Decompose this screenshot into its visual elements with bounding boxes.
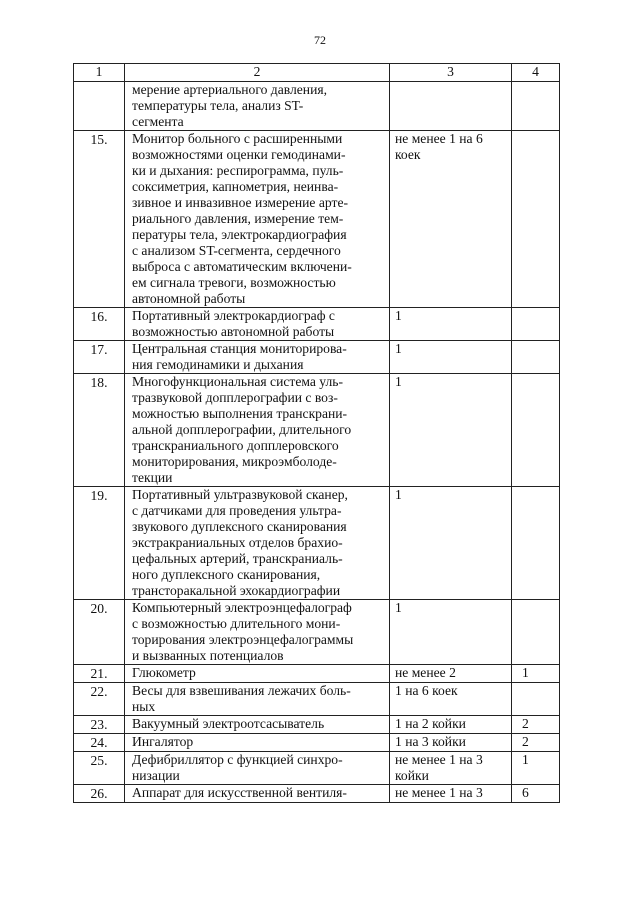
row-number: 22. [74, 683, 125, 716]
table-row [74, 487, 560, 600]
quantity: 1 на 2 койки [390, 716, 512, 734]
column-4-value [512, 82, 560, 131]
equipment-name: Глюкометр [125, 665, 390, 683]
quantity: не менее 1 на 3 [390, 785, 512, 803]
column-4-value [512, 487, 560, 600]
table-row [74, 683, 560, 716]
equipment-name: Ингалятор [125, 734, 390, 752]
header-col-3: 3 [390, 64, 512, 82]
column-4-value [512, 683, 560, 716]
page-number: 72 [314, 33, 326, 47]
column-4-value [512, 374, 560, 487]
column-4-value [512, 341, 560, 374]
row-number: 23. [74, 716, 125, 734]
row-number: 24. [74, 734, 125, 752]
table-row [74, 785, 560, 803]
quantity: не менее 1 на 3 койки [390, 752, 512, 785]
row-number: 20. [74, 600, 125, 665]
equipment-name: Дефибриллятор с функцией синхро- низации [125, 752, 390, 785]
equipment-name: Компьютерный электроэнцефалограф с возможностью длительного мони- торирования электроэнцефалограммы и вызванных потенциалов [125, 600, 390, 665]
row-number: 17. [74, 341, 125, 374]
header-col-2: 2 [125, 64, 390, 82]
equipment-name: Монитор больного с расширенными возможностями оценки гемодинами- ки и дыхания: респирограмма, пуль- соксиметрия, капнометрия, неинва- зивное и инвазивное измерение арте- риального давления, измерение тем- пературы тела, электрокардиография с анализом ST-сегмента, сердечного выброса с автоматическим включени- ем сигнала тревоги, возможностью автономной работы [125, 131, 390, 308]
row-number: 18. [74, 374, 125, 487]
equipment-name: Вакуумный электроотсасыватель [125, 716, 390, 734]
quantity: 1 [390, 600, 512, 665]
equipment-name: Весы для взвешивания лежачих боль- ных [125, 683, 390, 716]
table-row [74, 82, 560, 131]
quantity: 1 [390, 308, 512, 341]
column-4-value [512, 600, 560, 665]
column-4-value: 2 [512, 716, 560, 734]
header-col-1: 1 [74, 64, 125, 82]
equipment-name: мерение артериального давления, температуры тела, анализ ST- сегмента [125, 82, 390, 131]
column-4-value: 6 [512, 785, 560, 803]
quantity: 1 [390, 374, 512, 487]
quantity [390, 82, 512, 131]
quantity: 1 [390, 341, 512, 374]
header-col-4: 4 [512, 64, 560, 82]
column-4-value: 2 [512, 734, 560, 752]
row-number: 16. [74, 308, 125, 341]
table-row [74, 600, 560, 665]
table-row [74, 341, 560, 374]
column-4-value: 1 [512, 665, 560, 683]
row-number: 21. [74, 665, 125, 683]
equipment-table [73, 63, 560, 803]
row-number [74, 82, 125, 131]
equipment-name: Портативный электрокардиограф с возможностью автономной работы [125, 308, 390, 341]
quantity: 1 на 6 коек [390, 683, 512, 716]
quantity: 1 на 3 койки [390, 734, 512, 752]
column-4-value [512, 131, 560, 308]
table-row [74, 665, 560, 683]
quantity: не менее 2 [390, 665, 512, 683]
row-number: 19. [74, 487, 125, 600]
table-row [74, 752, 560, 785]
equipment-name: Аппарат для искусственной вентиля- [125, 785, 390, 803]
quantity: 1 [390, 487, 512, 600]
equipment-name: Многофункциональная система уль- тразвуковой допплерографии с воз- можностью выполнения транскрани- альной допплерографии, длительного транскраниального допплеровского мониторирования, микроэмболоде- текции [125, 374, 390, 487]
row-number: 26. [74, 785, 125, 803]
table-row [74, 374, 560, 487]
column-4-value [512, 308, 560, 341]
table-row [74, 734, 560, 752]
table-row [74, 131, 560, 308]
row-number: 15. [74, 131, 125, 308]
equipment-name: Портативный ультразвуковой сканер, с датчиками для проведения ультра- звукового дуплексного сканирования экстракраниальных отделов брахио- цефальных артерий, транскраниаль- ного дуплексного сканирования, трансторакальной эхокардиографии [125, 487, 390, 600]
table-row [74, 308, 560, 341]
table-row [74, 716, 560, 734]
quantity: не менее 1 на 6 коек [390, 131, 512, 308]
row-number: 25. [74, 752, 125, 785]
equipment-name: Центральная станция мониторирова- ния гемодинамики и дыхания [125, 341, 390, 374]
table-header-row [74, 64, 560, 82]
column-4-value: 1 [512, 752, 560, 785]
